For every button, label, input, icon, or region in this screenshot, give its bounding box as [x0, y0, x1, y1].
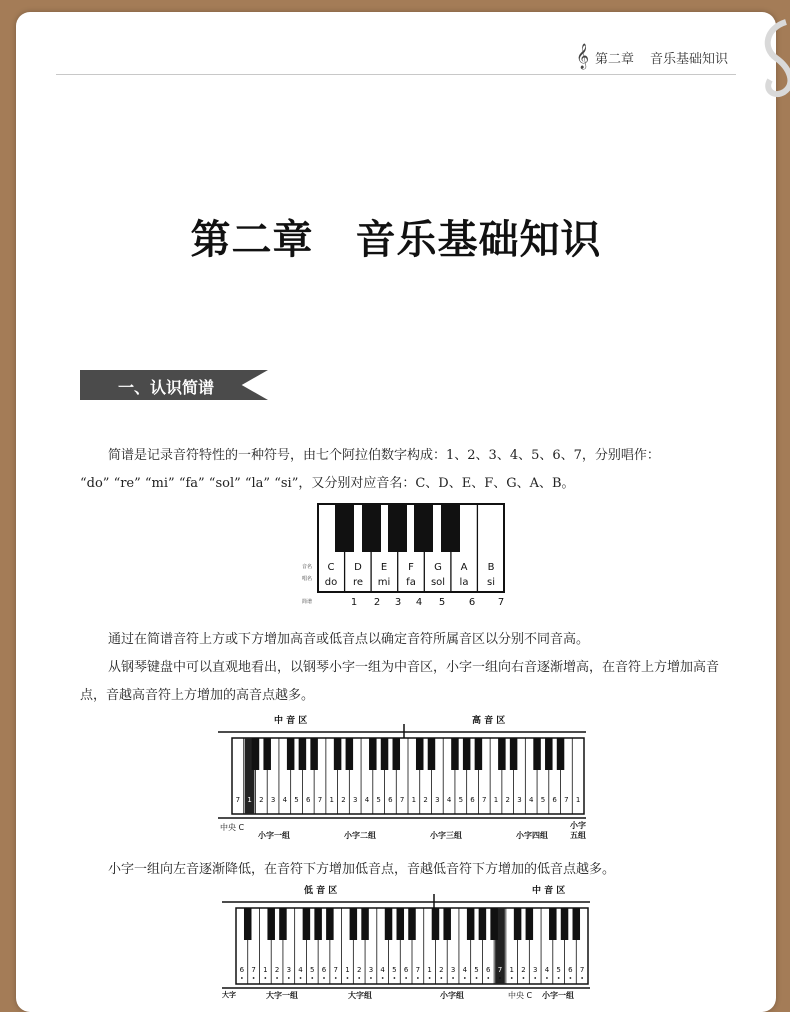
key-number: 7 [399, 796, 405, 804]
book-page [16, 12, 776, 1012]
key-number: 4 [528, 796, 534, 804]
octave-dot [241, 977, 243, 979]
octave-label-4: 小字四组 [516, 831, 548, 840]
octave-dot [347, 977, 349, 979]
black-key [303, 908, 311, 940]
note-name-f: F [408, 562, 414, 573]
note-name-a: A [460, 562, 468, 573]
key-number: 1 [427, 966, 432, 974]
key-number: 7 [317, 796, 323, 804]
key-number: 4 [544, 966, 550, 974]
note-name-b: B [487, 562, 495, 573]
region-label-middle-2: 中 音 区 [532, 886, 566, 896]
octave-dot [546, 977, 548, 979]
key-number: 5 [474, 966, 479, 974]
number-2: 2 [373, 597, 381, 608]
octave-label-great: 大字组 [348, 991, 372, 1000]
key-number: 2 [341, 796, 346, 804]
key-number: 5 [458, 796, 464, 804]
octave-dot [581, 977, 583, 979]
key-number: 2 [423, 796, 428, 804]
high-range-keyboard-svg [214, 710, 594, 845]
chapter-name: 音乐基础知识 [355, 217, 602, 263]
key-number: 3 [368, 966, 374, 974]
black-key [299, 738, 307, 770]
key-number: 1 [493, 796, 499, 804]
key-number: 3 [435, 796, 440, 804]
key-number: 6 [306, 796, 311, 804]
key-number: 4 [364, 796, 370, 804]
octave-label-3: 小字三组 [430, 831, 462, 840]
black-key [346, 738, 354, 770]
black-key [545, 738, 553, 770]
octave-dot [276, 977, 278, 979]
key-number: 6 [568, 966, 573, 974]
octave-dot [440, 977, 442, 979]
region-label-high: 高 音 区 [472, 716, 506, 726]
black-key [463, 738, 471, 770]
black-key [490, 908, 498, 940]
black-key [479, 908, 487, 940]
header-divider [56, 74, 736, 75]
key-number: 5 [294, 796, 299, 804]
black-key [408, 908, 416, 940]
header-chapter: 第二章 [594, 51, 634, 67]
key-number: 6 [321, 966, 327, 974]
low-range-keyboard-diagram [218, 880, 598, 1004]
key-number: 1 [575, 796, 581, 804]
octave-label-great-1: 大字一组 [266, 991, 298, 1000]
key-number: 2 [356, 966, 362, 974]
octave-dot [323, 977, 325, 979]
key-number: 5 [540, 796, 546, 804]
paragraph-high-range: 从钢琴键盘中可以直观地看出，以钢琴小字一组为中音区，小字一组向右音逐渐增高，在音符上方增加高音点，音越高音符上方增加的高音点越多。 [80, 660, 720, 703]
octave-dot [370, 977, 372, 979]
black-key [310, 738, 318, 770]
black-key [397, 908, 405, 940]
octave-dot [429, 977, 431, 979]
key-number: 6 [470, 796, 475, 804]
note-name-c: C [327, 562, 335, 573]
treble-clef-ornament [756, 18, 790, 98]
number-7: 7 [497, 597, 505, 608]
octave-dot [417, 977, 419, 979]
black-key [561, 908, 569, 940]
key-number: 1 [329, 796, 334, 804]
octave-dot [358, 977, 360, 979]
key-number: 7 [564, 796, 569, 804]
solfege-si: si [487, 577, 495, 588]
black-key [549, 908, 557, 940]
key-number: 3 [270, 796, 276, 804]
black-key [263, 738, 271, 770]
middle-c-label-2: 中央 C [508, 991, 533, 1000]
key-number: 7 [333, 966, 338, 974]
black-key [451, 738, 459, 770]
key-number: 4 [282, 796, 288, 804]
key-number: 6 [388, 796, 393, 804]
octave-dot [558, 977, 560, 979]
octave-dot [476, 977, 478, 979]
octave-dot [452, 977, 454, 979]
black-key [267, 908, 275, 940]
key-number: 2 [439, 966, 444, 974]
octave-dot [382, 977, 384, 979]
octave-dot [523, 977, 525, 979]
key-number: 6 [403, 966, 409, 974]
key-number: 6 [552, 796, 557, 804]
key-number: 1 [509, 966, 514, 974]
note-name-d: D [354, 562, 362, 573]
black-key [557, 738, 565, 770]
black-key [314, 908, 322, 940]
key-number: 7 [415, 966, 421, 974]
row-label-solfege: 唱名 [302, 576, 313, 582]
octave-label-small-1: 小字一组 [542, 991, 574, 1000]
key-number: 1 [345, 966, 350, 974]
black-key [385, 908, 393, 940]
octave-dot [570, 977, 572, 979]
black-key [369, 738, 377, 770]
key-number: 2 [505, 796, 510, 804]
key-number: 1 [247, 796, 252, 804]
key-number: 5 [556, 966, 561, 974]
key-number: 4 [380, 966, 385, 974]
key-number: 2 [259, 796, 264, 804]
key-number: 5 [376, 796, 381, 804]
paragraph-register: 通过在简谱音符上方或下方增加高音或低音点以确定音符所属音区以分别不同音高。 [108, 632, 590, 647]
running-header [576, 46, 728, 68]
octave-label-5-line2: 五组 [570, 831, 586, 840]
key-number: 2 [274, 966, 280, 974]
black-key [393, 738, 401, 770]
section-title: 一、认识简谱 [118, 378, 215, 397]
key-number: 7 [579, 966, 585, 974]
key-number: 1 [411, 796, 417, 804]
black-key [432, 908, 440, 940]
key-number: 7 [497, 966, 503, 974]
key-number: 5 [392, 966, 397, 974]
key-number: 7 [482, 796, 487, 804]
black-key [510, 738, 518, 770]
solfege-do: do [324, 577, 338, 588]
black-key [573, 908, 581, 940]
octave-label-2: 小字二组 [344, 831, 376, 840]
octave-label-small: 小字组 [440, 991, 464, 1000]
octave-keyboard-svg [298, 502, 514, 608]
octave-label-1: 小字一组 [258, 831, 290, 840]
key-number: 7 [235, 796, 241, 804]
octave-dot [264, 977, 266, 979]
black-key [252, 738, 260, 770]
solfege-fa: fa [406, 577, 416, 588]
solfege-re: re [352, 577, 364, 588]
paragraph-low-range: 小字一组向左音逐渐降低，在音符下方增加低音点，音越低音符下方增加的低音点越多。 [108, 862, 616, 877]
number-4: 4 [415, 597, 423, 608]
octave-dot [253, 977, 255, 979]
number-5: 5 [438, 597, 446, 608]
number-6: 6 [468, 597, 476, 608]
note-name-g: G [434, 562, 442, 573]
octave-dot [394, 977, 396, 979]
header-subject: 音乐基础知识 [649, 51, 728, 67]
chapter-title [16, 208, 776, 265]
octave-label-5-line1: 小字 [570, 821, 586, 830]
solfege-sol: sol [430, 577, 446, 588]
black-key [244, 908, 252, 940]
black-key [350, 908, 358, 940]
number-3: 3 [394, 597, 402, 608]
black-key [498, 738, 506, 770]
octave-dot [534, 977, 536, 979]
key-number: 7 [251, 966, 256, 974]
key-number: 4 [462, 966, 468, 974]
black-key [287, 738, 295, 770]
black-key [428, 738, 436, 770]
key-number: 1 [263, 966, 268, 974]
treble-clef-icon: 𝄞 [575, 44, 589, 69]
octave-dot [335, 977, 337, 979]
paragraph-intro-line1: 简谱是记录音符特性的一种符号，由七个阿拉伯数字构成：1、2、3、4、5、6、7，分别唱作： [108, 448, 660, 463]
octave-dot [300, 977, 302, 979]
octave-dot [405, 977, 407, 979]
region-label-middle: 中 音 区 [274, 716, 308, 726]
key-number: 4 [298, 966, 303, 974]
black-key [443, 908, 451, 940]
key-number: 3 [532, 966, 538, 974]
region-label-low: 低 音 区 [304, 886, 338, 896]
key-number: 6 [239, 966, 245, 974]
octave-dot [311, 977, 313, 979]
key-number: 4 [446, 796, 452, 804]
black-key [526, 908, 534, 940]
key-number: 3 [352, 796, 358, 804]
note-name-e: E [380, 562, 388, 573]
octave-dot [511, 977, 513, 979]
black-key [361, 908, 369, 940]
solfege-la: la [459, 577, 469, 588]
key-number: 6 [486, 966, 491, 974]
octave-dot [487, 977, 489, 979]
keyboard-keys [232, 738, 584, 814]
key-number: 3 [286, 966, 292, 974]
black-key [326, 908, 334, 940]
chapter-number: 第二章 [190, 217, 314, 263]
black-key [381, 738, 389, 770]
octave-label-great-2-line1: 大字 [222, 991, 236, 999]
black-key [475, 738, 483, 770]
black-key [514, 908, 522, 940]
row-label-number: 简谱 [302, 599, 313, 605]
black-key [533, 738, 541, 770]
octave-dot [288, 977, 290, 979]
key-number: 5 [310, 966, 315, 974]
black-key [279, 908, 287, 940]
black-key [334, 738, 342, 770]
low-range-keyboard-svg [218, 880, 598, 1000]
high-range-keyboard-diagram [214, 710, 594, 849]
solfege-mi: mi [377, 577, 391, 588]
keyboard-keys [236, 908, 588, 984]
octave-dot [499, 977, 501, 979]
octave-dot [464, 977, 466, 979]
paragraph-intro-line2: “do” “re” “mi” “fa” “sol” “la” “si”，又分别对应音名：C、D、E、F、G、A、B。 [80, 476, 575, 491]
key-number: 3 [450, 966, 456, 974]
black-key [416, 738, 424, 770]
octave-keyboard-diagram [298, 502, 514, 612]
black-key [467, 908, 475, 940]
middle-c-label: 中央 C [220, 823, 245, 832]
key-number: 2 [521, 966, 526, 974]
black-keys [335, 504, 460, 552]
number-1: 1 [350, 597, 358, 608]
row-label-note-name: 音名 [302, 564, 313, 570]
key-number: 3 [517, 796, 522, 804]
